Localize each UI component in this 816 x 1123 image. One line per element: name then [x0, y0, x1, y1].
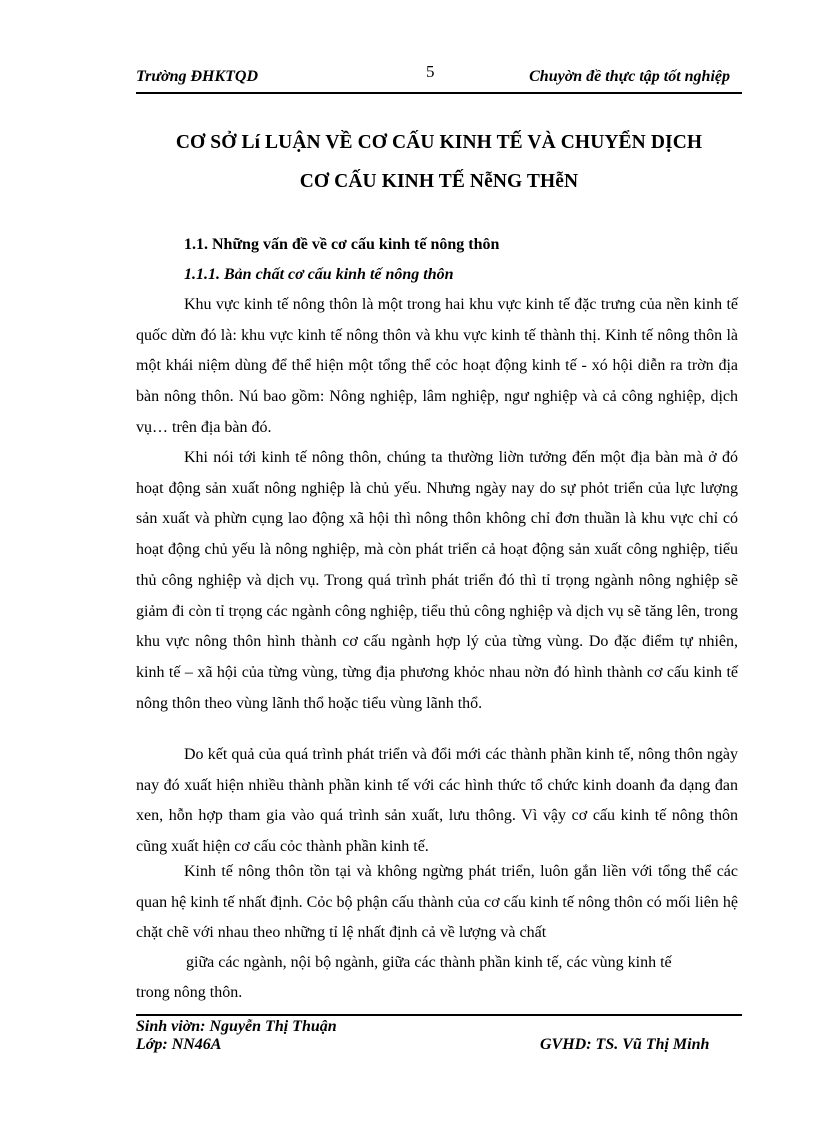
subsection-heading: 1.1.1. Bản chất cơ cấu kinh tế nông thôn: [184, 266, 454, 283]
footer-class: Lớp: NN46A: [136, 1036, 222, 1053]
paragraph-1: Khu vực kinh tế nông thôn là một trong hai khu vực kinh tế đặc trưng của nền kinh tế quốc dừn đó là: khu vực kinh tế nông thôn và khu vực kinh tế thành thị. Kinh tế nông thôn là một khái niệm dùng để thể hiện một tổng thể cỏc hoạt động kinh tế - xó hội diễn ra trờn địa bàn nông thôn. Nú bao gồm: Nông nghiệp, lâm nghiệp, ngư nghiệp và cả công nghiệp, dịch vụ… trên địa bàn đó.: [136, 296, 738, 436]
header-school: Trường ĐHKTQD: [136, 68, 259, 85]
footer-divider: [136, 1014, 742, 1016]
page-number: 5: [426, 62, 435, 81]
page-header: [136, 62, 742, 94]
paragraph-4-tail-line-1: giữa các ngành, nội bộ ngành, giữa các thành phần kinh tế, các vùng kinh tế: [186, 954, 672, 971]
chapter-title-line-2: CƠ CẤU KINH TẾ NễNG THễN: [299, 171, 579, 192]
footer-advisor: GVHD: TS. Vũ Thị Minh: [540, 1036, 710, 1053]
chapter-title-line-1: CƠ SỞ Lí LUẬN VỀ CƠ CẤU KINH TẾ VÀ CHUYỂN DỊCH: [175, 132, 703, 153]
paragraph-4-tail-line-2: trong nông thôn.: [136, 984, 243, 1001]
paragraph-4: Kinh tế nông thôn tồn tại và không ngừng phát triển, luôn gắn liền với tổng thể các quan hệ kinh tế nhất định. Cỏc bộ phận cấu thành của cơ cấu kinh tế nông thôn có mối liên hệ chặt chẽ với nhau theo những tỉ lệ nhất định cả về lượng và chất: [136, 863, 738, 942]
paragraph-2: Khi nói tới kinh tế nông thôn, chúng ta thường liờn tưởng đến một địa bàn mà ở đó hoạt động sản xuất nông nghiệp là chủ yếu. Nhưng ngày nay do sự phỏt triển của lực lượng sản xuất và phừn cụng lao động xã hội thì nông thôn không chỉ đơn thuần là khu vực chỉ có hoạt động chủ yếu là nông nghiệp, mà còn phát triển cả hoạt động sản xuất công nghiệp, tiểu thủ công nghiệp và dịch vụ. Trong quá trình phát triển đó thì tỉ trọng ngành nông nghiệp sẽ giảm đi còn tỉ trọng các ngành công nghiệp, tiểu thủ công nghiệp và dịch vụ sẽ tăng lên, trong khu vực nông thôn hình thành cơ cấu ngành hợp lý của từng vùng. Do đặc điểm tự nhiên, kinh tế – xã hội của từng vùng, từng địa phương khỏc nhau nờn đó hình thành cơ cấu kinh tế nông thôn theo vùng lãnh thổ hoặc tiểu vùng lãnh thổ.: [136, 449, 738, 712]
header-topic: Chuyờn đề thực tập tốt nghiệp: [529, 68, 730, 85]
paragraph-3: Do kết quả của quá trình phát triển và đổi mới các thành phần kinh tế, nông thôn ngày nay đó xuất hiện nhiều thành phần kinh tế với các hình thức tổ chức kinh doanh đa dạng đan xen, hỗn hợp tham gia vào quá trình sản xuất, lưu thông. Vì vậy cơ cấu kinh tế nông thôn cũng xuất hiện cơ cấu cỏc thành phần kinh tế.: [136, 746, 738, 856]
footer-student: Sinh viờn: Nguyễn Thị Thuận: [136, 1018, 337, 1035]
section-heading: 1.1. Những vấn đề về cơ cấu kinh tế nông thôn: [184, 236, 500, 253]
